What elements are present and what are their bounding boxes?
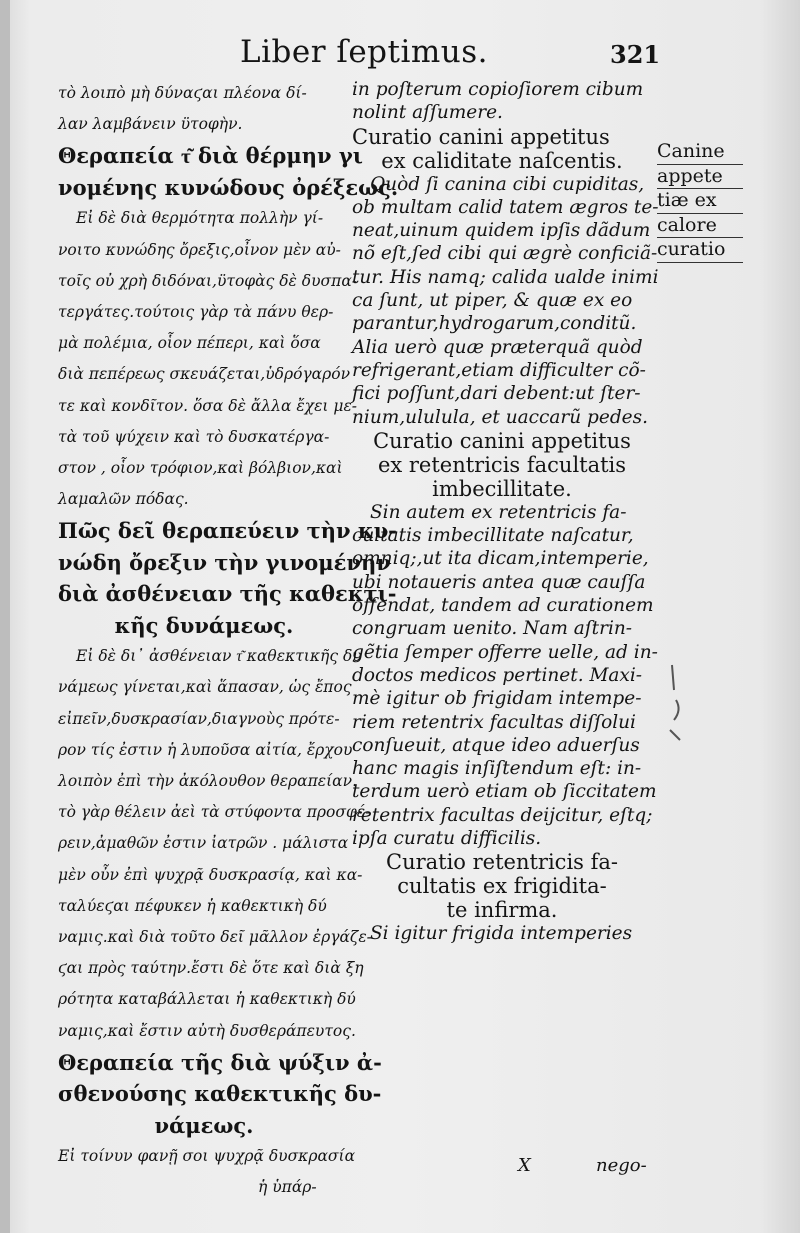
latin-line: conſueuit, atque ideo aduerſus <box>352 734 640 756</box>
greek-line: λαν λαμβάνειν ϋτοφὴν. <box>58 115 243 134</box>
greek-line: ρειν,ἀμαθῶν ἐστιν ἰατρῶν . μάλιστα <box>58 834 349 853</box>
greek-line: ϛαι πρὸς ταύτην.ἔστι δὲ ὅτε καὶ διὰ ξη <box>58 959 364 978</box>
greek-heading: νάμεως. <box>154 1112 254 1138</box>
greek-line: λαμαλῶν πόδας. <box>58 490 189 509</box>
latin-line: ipſa curatu difficilis. <box>352 828 542 850</box>
latin-line: nõ eſt,ſed cibi qui ægrè conficiã- <box>352 243 658 265</box>
greek-line: στον , οἷον τρόφιον,καὶ βόλβιον,καὶ <box>58 458 343 477</box>
latin-line: refrigerant,etiam difficulter cõ- <box>352 359 646 381</box>
greek-line: ρον τίς ἐστιν ἡ λυποῦσα αἰτία, ἔρχου <box>58 740 353 759</box>
greek-line: τὸ γὰρ θέλειν ἀεὶ τὰ στύφοντα προσφέ- <box>58 803 371 822</box>
latin-line: ca ſunt, ut piper, & quæ ex eo <box>352 290 633 312</box>
greek-line: τοῖς οὐ χρὴ διδόναι,ϋτοφὰς δὲ δυσπα- <box>58 271 358 290</box>
margin-note <box>657 140 743 263</box>
margin-note-line: Canine <box>657 140 743 165</box>
latin-line: doctos medicos pertinet. Maxi- <box>352 664 643 686</box>
latin-column <box>352 78 659 946</box>
greek-column <box>58 78 399 1204</box>
latin-line: parantur,hydrogarum,conditũ. <box>352 313 637 335</box>
greek-line: ναμις.καὶ διὰ τοῦτο δεῖ μᾶλλον ἐργάζε- <box>58 927 372 946</box>
margin-note-line: curatio <box>657 238 743 263</box>
greek-line: ἡ ὑπάρ- <box>258 1178 317 1197</box>
latin-line: retentrix facultas deijcitur, eſtq; <box>352 804 653 826</box>
greek-heading: νομένης κυνώδους ὀρέξεως. <box>58 174 399 200</box>
greek-line: τὸ λοιπὸ μὴ δύναϛαι πλέονα δί- <box>58 84 307 102</box>
greek-line: ρότητα καταβάλλεται ἡ καθεκτικὴ δύ <box>58 990 356 1009</box>
latin-line: offendat, tandem ad curationem <box>352 595 654 617</box>
greek-heading: διὰ ἀσθένειαν τῆς καθεκτι- <box>58 581 397 607</box>
greek-line: λοιπὸν ἐπὶ τὴν ἀκόλουθον θεραπείαν. <box>58 772 358 790</box>
latin-line: riem retentrix facultas diſſolui <box>352 711 636 733</box>
page-number: 321 <box>610 40 661 69</box>
signature-mark: X <box>518 1155 531 1176</box>
latin-heading: ex retentricis facultatis <box>377 452 627 477</box>
latin-heading: Curatio canini appetitus <box>352 124 610 149</box>
greek-line: τὰ τοῦ ψύχειν καὶ τὸ δυσκατέργα- <box>58 427 330 446</box>
latin-heading: cultatis ex frigidita- <box>397 874 607 899</box>
latin-line: omniq;,ut ita dicam,intemperie, <box>352 548 649 570</box>
margin-note-line: calore <box>657 214 743 239</box>
latin-line: Si igitur frigida intemperies <box>370 923 633 945</box>
latin-heading: te infirma. <box>446 898 558 923</box>
greek-line: νάμεως γίνεται,καὶ ἅπασαν, ὡς ἔπος <box>58 678 352 697</box>
greek-line: ταλύεϛαι πέφυκεν ἡ καθεκτικὴ δύ <box>58 896 327 915</box>
greek-line: Εἰ δὲ διὰ θερμότητα πολλὴν γί- <box>76 209 324 228</box>
latin-heading: Curatio retentricis fa- <box>386 850 618 875</box>
latin-line: cultatis imbecillitate naſcatur, <box>352 525 634 547</box>
handwritten-mark <box>662 660 702 750</box>
catchword: nego- <box>596 1155 647 1176</box>
latin-line: ob multam calid tatem ægros te- <box>352 196 659 218</box>
latin-heading: Curatio canini appetitus <box>373 428 631 453</box>
greek-line: νοιτο κυνώδης ὄρεξις,οἶνον μὲν αὐ- <box>58 240 341 259</box>
latin-line: mè igitur ob frigidam intempe- <box>352 688 642 710</box>
latin-line: tur. His namq; calida ualde inimi <box>352 266 659 288</box>
greek-line: εἰπεῖν,δυσκρασίαν,διαγνοὺς πρότε- <box>58 709 340 728</box>
latin-line: terdum uerò etiam ob ſiccitatem <box>352 781 657 803</box>
greek-heading: σθενούσης καθεκτικῆς δυ- <box>58 1081 382 1107</box>
latin-line: Quòd ſi canina cibi cupiditas, <box>370 173 645 195</box>
margin-note-line: tiæ ex <box>657 189 743 214</box>
greek-line: τεργάτες.τούτοις γὰρ τὰ πάνυ θερ- <box>58 302 334 321</box>
latin-line: in poſterum copioſiorem cibum <box>352 79 644 100</box>
latin-heading: ex caliditate naſcentis. <box>381 148 623 173</box>
greek-line: ναμις,καὶ ἔστιν αὐτὴ δυσθεράπευτος. <box>58 1021 356 1040</box>
greek-heading: Θεραπεία τῆς διὰ ψύξιν ἀ- <box>58 1049 382 1075</box>
latin-line: gẽtia ſemper offerre uelle, ad in- <box>352 641 658 663</box>
greek-line: τε καὶ κονδῖτον. ὅσα δὲ ἄλλα ἔχει με- <box>58 396 358 415</box>
latin-line: congruam uenito. Nam aſtrin- <box>352 618 633 640</box>
latin-line: neat,uinum quidem ipſis dãdum <box>352 220 651 242</box>
greek-heading: Πῶς δεῖ θεραπεύειν τὴν κυ- <box>58 518 397 544</box>
latin-heading: imbecillitate. <box>432 476 572 501</box>
running-title: Liber ſeptimus. <box>240 34 489 70</box>
greek-line: μὲν οὖν ἐπὶ ψυχρᾷ δυσκρασίᾳ, καὶ κα- <box>58 865 363 884</box>
greek-line: Εἰ δὲ δι᾿ ἀσθένειαν τ͂ καθεκτικῆς δυ <box>76 647 362 666</box>
latin-line: ubi notaueris antea quæ cauſſa <box>352 571 646 593</box>
latin-line: Sin autem ex retentricis fa- <box>370 501 627 523</box>
latin-line: nium,ululula, et uaccarũ pedes. <box>352 406 649 428</box>
margin-note-line: appete <box>657 165 743 190</box>
latin-line: nolint aſſumere. <box>352 102 503 124</box>
greek-heading: Θεραπεία τ͂ διὰ θέρμην γι <box>58 143 363 169</box>
greek-line: μὰ πολέμια, οἷον πέπερι, καὶ ὅσα <box>58 334 321 353</box>
greek-heading: κῆς δυνάμεως. <box>114 612 294 638</box>
greek-line: διὰ πεπέρεως σκευάζεται,ὑδρόγαρόν <box>58 365 351 384</box>
latin-line: hanc magis inſiſtendum eſt: in- <box>352 758 642 780</box>
latin-line: Alia uerò quæ præterquã quòd <box>352 336 643 358</box>
running-head <box>240 34 740 74</box>
latin-line: fici poſſunt,dari debent:ut ſter- <box>352 383 641 405</box>
greek-heading: νώδη ὄρεξιν τὴν γινομένην <box>58 549 391 575</box>
greek-line: Εἰ τοίνυν φανῇ σοι ψυχρᾷ δυσκρασία <box>58 1147 356 1166</box>
page-gutter-shadow <box>0 0 10 1233</box>
